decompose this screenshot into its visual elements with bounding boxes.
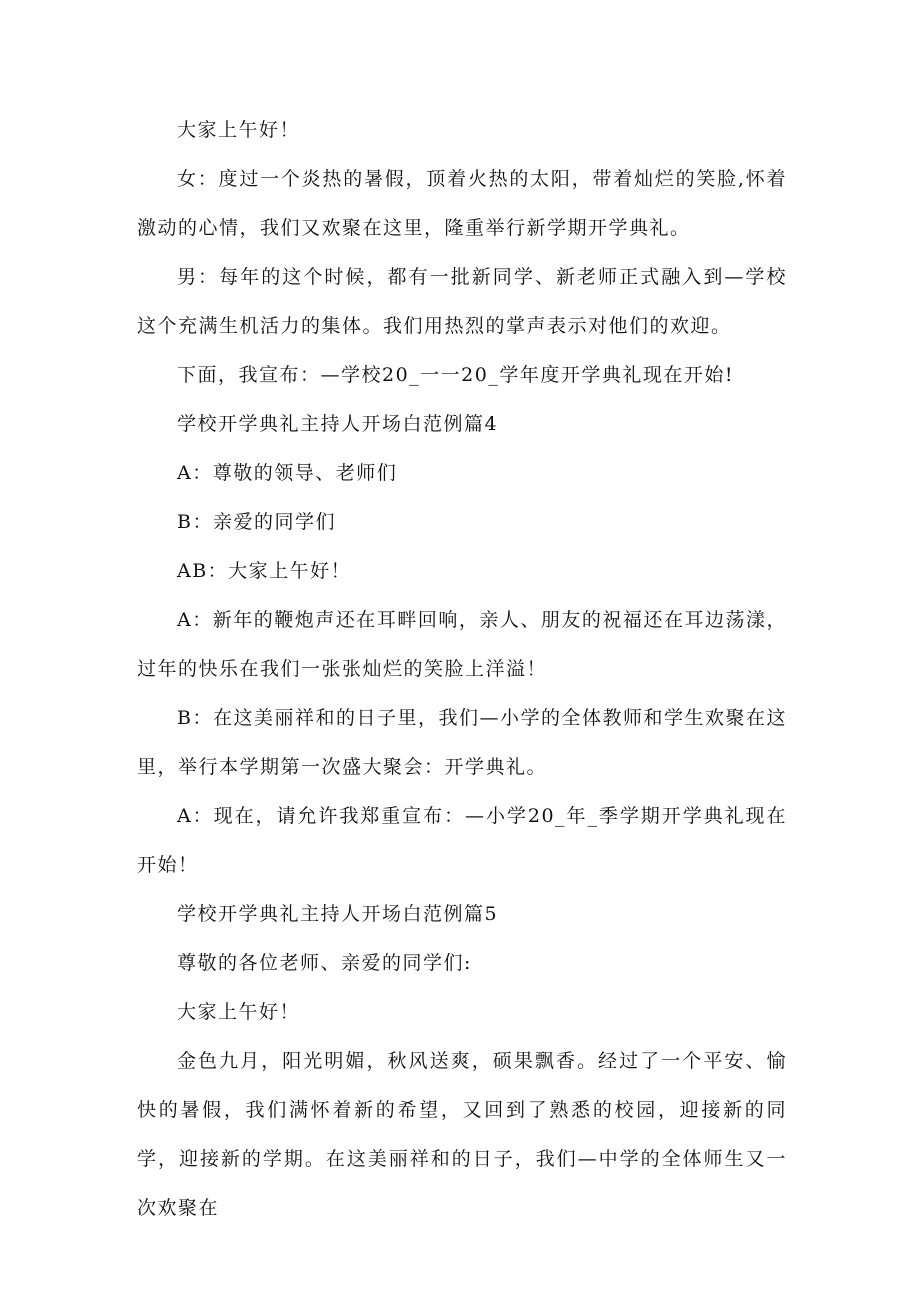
opening-speech-paragraph: 金色九月，阳光明媚，秋风送爽，硕果飘香。经过了一个平安、愉快的暑假，我们满怀着新的希望，又回到了熟悉的校园，迎接新的同学，迎接新的学期。在这美丽祥和的日子，我们—中学的全体师生又一次欢聚在 [137,1050,787,1219]
salutation-paragraph: 尊敬的各位老师、亲爱的同学们: [177,952,472,974]
announcement-paragraph: 下面，我宣布：—学校20_一一20_学年度开学典礼现在开始! [177,364,734,386]
greeting-paragraph: 大家上午好！ [177,119,301,141]
greeting-paragraph-2: 大家上午好！ [177,1001,301,1023]
host-b-greeting: B：亲爱的同学们 [177,511,336,533]
host-a-paragraph: A：新年的鞭炮声还在耳畔回响，亲人、朋友的祝福还在耳边荡漾，过年的快乐在我们一张张灿烂的笑脸上洋溢！ [137,609,787,680]
host-a-greeting: A：尊敬的领导、老师们 [177,462,398,484]
male-host-paragraph: 男：每年的这个时候，都有一批新同学、新老师正式融入到—学校这个充满生机活力的集体。我们用热烈的掌声表示对他们的欢迎。 [137,266,787,337]
host-b-paragraph: B：在这美丽祥和的日子里，我们—小学的全体教师和学生欢聚在这里，举行本学期第一次盛大聚会：开学典礼。 [137,707,787,778]
host-a-announcement: A：现在，请允许我郑重宣布：—小学20_年_季学期开学典礼现在开始！ [137,805,787,876]
section-heading-4: 学校开学典礼主持人开场白范例篇4 [177,413,499,435]
section-heading-5: 学校开学典礼主持人开场白范例篇5 [177,903,499,925]
female-host-paragraph: 女：度过一个炎热的暑假，顶着火热的太阳，带着灿烂的笑脸,怀着激动的心情，我们又欢聚在这里，隆重举行新学期开学典礼。 [137,168,787,239]
host-ab-greeting: AB：大家上午好！ [177,560,352,582]
